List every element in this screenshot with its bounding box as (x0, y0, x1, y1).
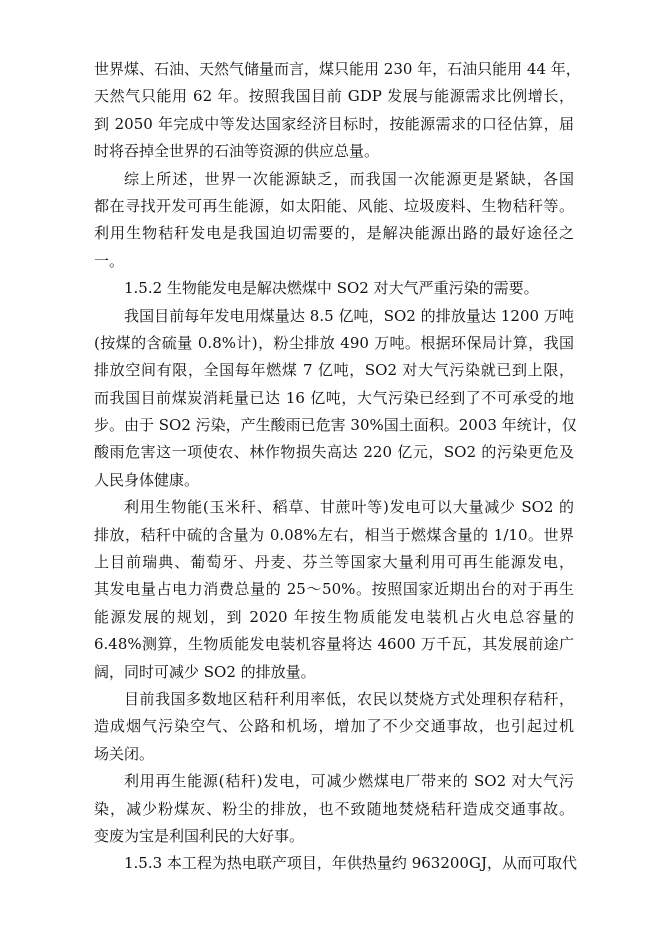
text-line (94, 83, 574, 110)
text-line (94, 56, 581, 83)
text-line (94, 659, 574, 686)
text-line-content: 利用再生能源(秸秆)发电，可减少燃煤电厂带来的 SO2 对大气污 (124, 772, 574, 791)
text-line (94, 385, 574, 412)
text-line (94, 138, 574, 165)
text-line-content: 变废为宝是利国利民的大好事。 (94, 826, 305, 845)
text-line-content: 而我国目前煤炭消耗量已达 16 亿吨，大气污染已经到了不可承受的地 (94, 388, 574, 407)
text-line (94, 275, 574, 302)
text-line-content: 6.48%测算，生物质能发电装机容量将达 4600 万千瓦，其发展前途广 (94, 635, 574, 654)
text-line-content: 1.5.2 生物能发电是解决燃煤中 SO2 对大气严重污染的需要。 (124, 279, 539, 298)
text-line-content: 综上所述，世界一次能源缺乏，而我国一次能源更是紧缺，各国 (124, 169, 574, 188)
text-line (94, 576, 574, 603)
text-line (94, 522, 574, 549)
text-line-content: 人民身体健康。 (94, 470, 200, 489)
text-line (94, 303, 574, 330)
text-line-content: 一。 (94, 251, 125, 270)
text-line-content: 酸雨危害这一项使农、林作物损失高达 220 亿元，SO2 的污染更危及 (94, 443, 574, 462)
text-line (94, 166, 574, 193)
text-line (94, 549, 574, 576)
text-line (94, 357, 574, 384)
text-line-content: 上目前瑞典、葡萄牙、丹麦、芬兰等国家大量利用可再生能源发电， (94, 553, 574, 572)
document-body (94, 56, 581, 878)
text-line-content: 排放空间有限，全国每年燃煤 7 亿吨，SO2 对大气污染就已到上限， (94, 361, 574, 380)
text-line (94, 412, 577, 439)
text-line-content: 天然气只能用 62 年。按照我国目前 GDP 发展与能源需求比例增长， (94, 87, 574, 106)
text-line (94, 467, 574, 494)
text-line (94, 248, 574, 275)
text-line-content: 能源发展的规划，到 2020 年按生物质能发电装机占火电总容量的 (94, 607, 574, 626)
text-line-content: 到 2050 年完成中等发达国家经济目标时，按能源需求的口径估算，届 (94, 114, 574, 133)
text-line-content: 排放，秸秆中硫的含量为 0.08%左右，相当于燃煤含量的 1/10。世界 (94, 525, 574, 544)
text-line (94, 330, 574, 357)
text-line (94, 686, 574, 713)
text-line-content: 1.5.3 本工程为热电联产项目，年供热量约 963200GJ，从而可取代 (124, 854, 577, 873)
text-line (94, 768, 574, 795)
text-line-content: 时将吞掉全世界的石油等资源的供应总量。 (94, 142, 380, 161)
text-line-content: 世界煤、石油、天然气储量而言，煤只能用 230 年，石油只能用 44 年， (94, 60, 581, 78)
text-line-content: 利用生物秸秆发电是我国迫切需要的，是解决能源出路的最好途径之 (94, 224, 574, 243)
text-line (94, 823, 574, 850)
text-line (94, 193, 574, 220)
text-line-content: 染，减少粉煤灰、粉尘的排放，也不致随地焚烧秸秆造成交通事故。 (94, 799, 574, 818)
text-line (94, 741, 574, 768)
text-line-content: 利用生物能(玉米秆、稻草、甘蔗叶等)发电可以大量减少 SO2 的 (124, 498, 574, 517)
text-line (94, 796, 574, 823)
text-line-content: 我国目前每年发电用煤量达 8.5 亿吨，SO2 的排放量达 1200 万吨 (124, 306, 574, 325)
text-line (94, 111, 574, 138)
text-line-content: 都在寻找开发可再生能源，如太阳能、风能、垃圾废料、生物秸秆等。 (94, 196, 574, 215)
text-line (94, 631, 574, 658)
text-line-content: 目前我国多数地区秸秆利用率低，农民以焚烧方式处理积存秸秆， (124, 689, 574, 708)
text-line (94, 494, 574, 521)
text-line (94, 439, 574, 466)
text-line-content: 场关闭。 (94, 744, 155, 763)
text-line-content: 其发电量占电力消费总量的 25～50%。按照国家近期出台的对于再生 (94, 580, 574, 599)
text-line (94, 713, 574, 740)
text-line (94, 850, 577, 877)
text-line (94, 604, 574, 631)
text-line (94, 220, 574, 247)
text-line-content: 步。由于 SO2 污染，产生酸雨已危害 30%国土面积。2003 年统计，仅 (94, 416, 577, 435)
text-line-content: 阔，同时可减少 SO2 的排放量。 (94, 662, 316, 681)
text-line-content: 造成烟气污染空气、公路和机场，增加了不少交通事故，也引起过机 (94, 717, 574, 736)
text-line-content: (按煤的含硫量 0.8%计)，粉尘排放 490 万吨。根据环保局计算，我国 (94, 333, 574, 352)
